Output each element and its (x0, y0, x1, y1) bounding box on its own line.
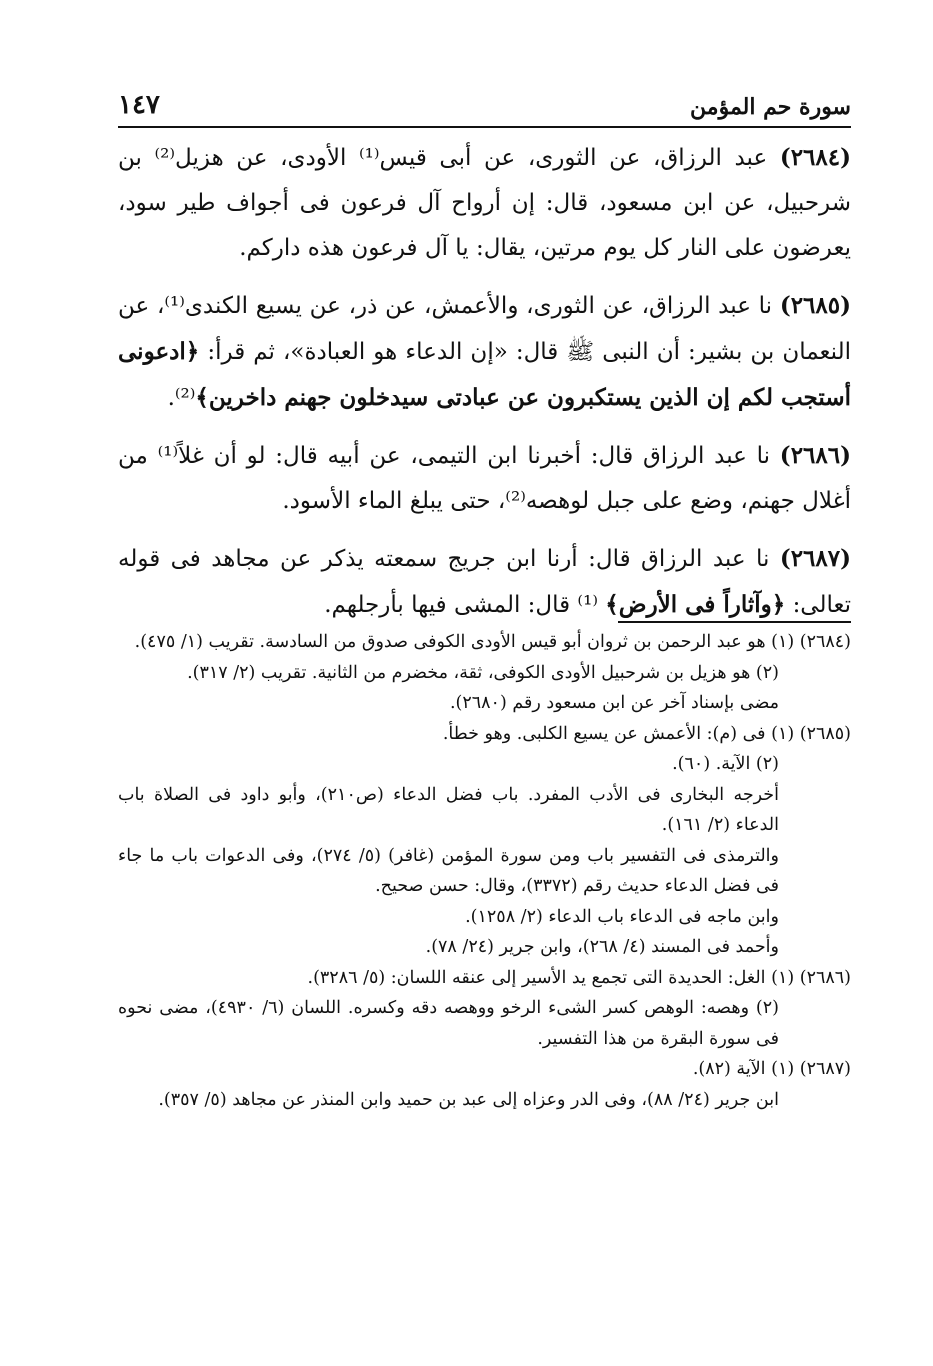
footnote: وابن ماجه فى الدعاء باب الدعاء (٢/ ١٢٥٨). (465, 906, 779, 927)
hadith-text: نا عبد الرزاق، عن الثورى، والأعمش، عن ذر، عن يسيع الكندى⁽¹⁾، عن النعمان بن بشير: أن النبى ﷺ قال: «إن الدعاء هو العبادة»، ثم قرأ: (118, 293, 851, 365)
footnote: (٢) الآية. (٦٠). (672, 754, 779, 774)
footnote: والترمذى فى التفسير باب ومن سورة المؤمن (غافر) (٥/ ٢٧٤)، وفى الدعوات باب ما جاء فى فضل الدعاء حديث رقم (٣٣٧٢)، وقال: حسن صحيح. (118, 845, 779, 896)
hadith-text: نا عبد الرزاق قال: أرنا ابن جريج سمعته يذكر عن مجاهد فى قوله تعالى: (118, 546, 851, 618)
footnote: (٢) هو هزيل بن شرحبيل الأودى الكوفى، ثقة، مخضرم من الثانية. تقريب (٢/ ٣١٧). (187, 662, 779, 683)
hadith-number: (٢٦٨٧) (779, 545, 852, 572)
main-text (118, 135, 851, 640)
footnote: (٢) وهصه: الوهص كسر الشىء الرخو ووهصه دقه وكسره. اللسان (٦/ ٤٩٣٠)، مضى نحوه فى سورة البقرة من هذا التفسير. (118, 998, 779, 1049)
footnote: (٢٦٨٧) (١) الآية (٨٢). (692, 1059, 851, 1079)
quran-verse: ﴿وآثاراً فى الأرض﴾ (605, 591, 786, 618)
hadith-2686 (118, 433, 851, 524)
hadith-2687 (118, 536, 851, 628)
hadith-text: نا عبد الرزاق قال: أخبرنا ابن التيمى، عن أبيه قال: لو أن غلاً⁽¹⁾ من أغلال جهنم، وضع على جبل لوهصه⁽²⁾، حتى يبلغ الماء الأسود. (118, 443, 851, 514)
footnote: أخرجه البخارى فى الأدب المفرد. باب فضل الدعاء (ص٢١٠)، وأبو داود فى الصلاة باب الدعاء (٢/ ١٦١). (118, 784, 779, 835)
quran-verse: ﴿ادعونى أستجب لكم إن الذين يستكبرون عن عبادتى سيدخلون جهنم داخرين﴾ (118, 338, 851, 411)
hadith-number: (٢٦٨٤) (779, 144, 852, 171)
footnote: (٢٦٨٥) (١) فى (م): الأعمش عن يسيع الكلبى. وهو خطأ. (442, 723, 851, 744)
hadith-footnote-ref: ⁽²⁾. (167, 385, 196, 411)
footnote: (٢٦٨٤) (١) هو عبد الرحمن بن ثروان أبو قيس الأودى الكوفى صدوق من السادسة. تقريب (١/ ٤٧٥). (134, 632, 851, 652)
hadith-number: (٢٦٨٥) (779, 292, 852, 319)
surah-title: سورة حم المؤمن (690, 94, 851, 120)
hadith-2684 (118, 135, 851, 271)
footnote-divider (618, 621, 851, 623)
hadith-2685 (118, 283, 851, 421)
footnote: وأحمد فى المسند (٤/ ٢٦٨)، وابن جرير (٢٤/ ٧٨). (425, 937, 779, 957)
footnote: ابن جرير (٢٤/ ٨٨)، وفى الدر وعزاه إلى عبد بن حميد وابن المنذر عن مجاهد (٥/ ٣٥٧). (158, 1089, 779, 1110)
hadith-text: عبد الرزاق، عن الثورى، عن أبى قيس⁽¹⁾ الأودى، عن هزيل⁽²⁾ بن شرحبيل، عن ابن مسعود، قال: إن أرواح آل فرعون فى أجواف طير سود، يعرضون على النار كل يوم مرتين، يقال: يا آل فرعون هذه داركم. (118, 145, 851, 261)
footnote: (٢٦٨٦) (١) الغل: الحديدة التى تجمع يد الأسير إلى عنقه اللسان: (٥/ ٣٢٨٦). (307, 967, 851, 988)
page-number: ١٤٧ (118, 90, 160, 120)
hadith-number: (٢٦٨٦) (779, 442, 851, 469)
footnote: مضى بإسناد آخر عن ابن مسعود رقم (٢٦٨٠). (449, 693, 779, 713)
page-header (118, 84, 851, 128)
footnotes (118, 627, 851, 1115)
hadith-footnote-ref: ⁽¹⁾ قال: المشى فيها بأرجلهم. (324, 592, 598, 618)
